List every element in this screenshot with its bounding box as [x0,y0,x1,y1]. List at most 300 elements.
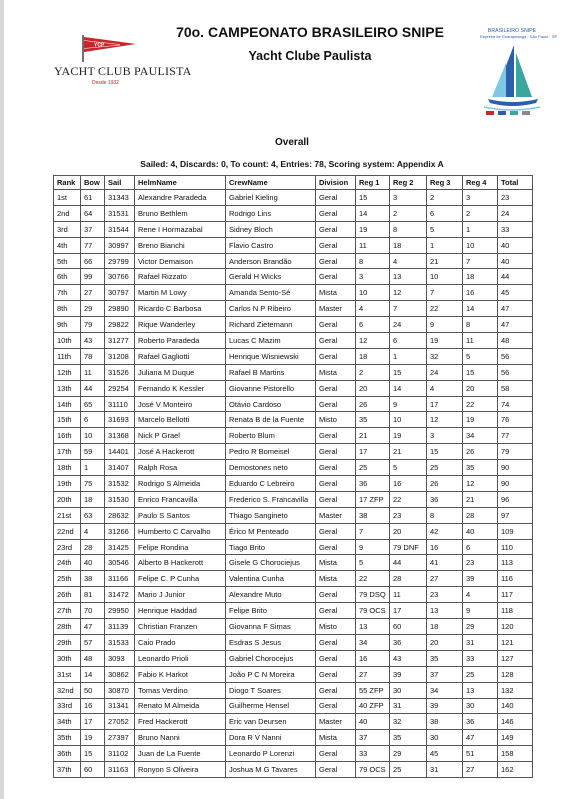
helm-name-cell: Breno Bianchi [135,237,226,253]
bow-cell: 70 [81,603,105,619]
sails-emblem-icon [480,39,544,117]
helm-name-cell: Marcelo Bellotti [135,412,226,428]
reg4-cell: 39 [463,571,498,587]
table-row [54,253,533,269]
column-header-reg2: Reg 2 [390,176,427,190]
reg2-cell: 31 [390,698,427,714]
helm-name-cell: Bruno Nanni [135,730,226,746]
reg3-cell: 5 [427,221,463,237]
total-cell: 90 [498,476,533,492]
crew-name-cell: Anderson Brandão [226,253,316,269]
reg4-cell: 18 [463,269,498,285]
sail-cell: 29890 [105,301,135,317]
table-row [54,412,533,428]
total-cell: 58 [498,380,533,396]
crew-name-cell: Renata B de la Fuente [226,412,316,428]
reg3-cell: 31 [427,762,463,778]
division-cell: Geral [316,746,356,762]
reg1-cell: 79 OCS [356,603,390,619]
table-row [54,269,533,285]
reg1-cell: 79 DSQ [356,587,390,603]
reg2-cell: 12 [390,285,427,301]
total-cell: 121 [498,634,533,650]
sail-cell: 31343 [105,190,135,206]
sail-cell: 31139 [105,619,135,635]
reg1-cell: 13 [356,619,390,635]
reg4-cell: 27 [463,762,498,778]
crew-name-cell: Tiago Brito [226,539,316,555]
reg1-cell: 38 [356,507,390,523]
sail-cell: 31530 [105,491,135,507]
division-cell: Master [316,714,356,730]
division-cell: Geral [316,460,356,476]
crew-name-cell: Carlos N P Ribeiro [226,301,316,317]
reg3-cell: 36 [427,491,463,507]
reg2-cell: 35 [390,730,427,746]
reg2-cell: 20 [390,523,427,539]
reg4-cell: 34 [463,428,498,444]
sail-cell: 30766 [105,269,135,285]
division-cell: Geral [316,237,356,253]
reg2-cell: 17 [390,603,427,619]
division-cell: Geral [316,205,356,221]
reg4-cell: 35 [463,460,498,476]
bow-cell: 37 [81,221,105,237]
sail-cell: 29950 [105,603,135,619]
reg3-cell: 15 [427,444,463,460]
rank-cell: 24th [54,555,81,571]
reg2-cell: 7 [390,301,427,317]
host-club: Yacht Clube Paulista [248,49,372,63]
sail-cell: 29822 [105,317,135,333]
division-cell: Mista [316,285,356,301]
reg2-cell: 9 [390,396,427,412]
results-table-header [54,176,533,190]
table-row [54,460,533,476]
division-cell: Master [316,507,356,523]
brasileiro-snipe-logo [480,28,558,118]
rank-cell: 31st [54,666,81,682]
division-cell: Geral [316,762,356,778]
reg4-cell: 26 [463,444,498,460]
reg1-cell: 20 [356,380,390,396]
bow-cell: 11 [81,364,105,380]
helm-name-cell: Rique Wanderley [135,317,226,333]
reg2-cell: 22 [390,491,427,507]
sail-cell: 31110 [105,396,135,412]
sail-cell: 31532 [105,476,135,492]
sail-cell: 30546 [105,555,135,571]
club-logo-name: YACHT CLUB PAULISTA [54,64,192,78]
reg3-cell: 42 [427,523,463,539]
bow-cell: 27 [81,285,105,301]
sail-cell: 31544 [105,221,135,237]
rank-cell: 35th [54,730,81,746]
bow-cell: 61 [81,190,105,206]
reg1-cell: 11 [356,237,390,253]
total-cell: 120 [498,619,533,635]
division-cell: Master [316,301,356,317]
bow-cell: 44 [81,380,105,396]
reg2-cell: 36 [390,634,427,650]
reg3-cell: 12 [427,412,463,428]
reg4-cell: 11 [463,333,498,349]
division-cell: Geral [316,523,356,539]
table-row [54,730,533,746]
helm-name-cell: Ronyon S Oliveira [135,762,226,778]
reg3-cell: 2 [427,190,463,206]
reg2-cell: 30 [390,682,427,698]
table-row [54,396,533,412]
helm-name-cell: Humberto C Carvalho [135,523,226,539]
reg1-cell: 4 [356,301,390,317]
bow-cell: 60 [81,762,105,778]
reg4-cell: 20 [463,380,498,396]
helm-name-cell: Christian Franzen [135,619,226,635]
crew-name-cell: Flavio Castro [226,237,316,253]
helm-name-cell: José V Monteiro [135,396,226,412]
crew-name-cell: Lucas C Mazim [226,333,316,349]
table-row [54,380,533,396]
total-cell: 113 [498,555,533,571]
bow-cell: 1 [81,460,105,476]
sail-cell: 31341 [105,698,135,714]
crew-name-cell: Otávio Cardoso [226,396,316,412]
reg1-cell: 19 [356,221,390,237]
division-cell: Geral [316,221,356,237]
reg4-cell: 12 [463,476,498,492]
reg2-cell: 25 [390,762,427,778]
division-cell: Geral [316,698,356,714]
helm-name-cell: Tomas Verdino [135,682,226,698]
reg4-cell: 8 [463,317,498,333]
bow-cell: 17 [81,714,105,730]
bow-cell: 63 [81,507,105,523]
crew-name-cell: Eduardo C Lebreiro [226,476,316,492]
helm-name-cell: Rafael Gagliotti [135,348,226,364]
table-row [54,650,533,666]
reg4-cell: 36 [463,714,498,730]
table-row [54,444,533,460]
total-cell: 76 [498,412,533,428]
bow-cell: 79 [81,317,105,333]
reg1-cell: 55 ZFP [356,682,390,698]
total-cell: 24 [498,205,533,221]
reg1-cell: 34 [356,634,390,650]
results-table-body [54,190,533,778]
reg3-cell: 3 [427,428,463,444]
sail-cell: 30997 [105,237,135,253]
reg4-cell: 23 [463,555,498,571]
helm-name-cell: Paulo S Santos [135,507,226,523]
results-table [53,175,533,778]
rank-cell: 20th [54,491,81,507]
table-row [54,491,533,507]
helm-name-cell: Roberto Paradeda [135,333,226,349]
bow-cell: 6 [81,412,105,428]
total-cell: 146 [498,714,533,730]
rank-cell: 30th [54,650,81,666]
reg4-cell: 30 [463,698,498,714]
reg2-cell: 16 [390,476,427,492]
crew-name-cell: Thiago Sangineto [226,507,316,523]
reg1-cell: 16 [356,650,390,666]
bow-cell: 4 [81,523,105,539]
reg2-cell: 21 [390,444,427,460]
table-row [54,348,533,364]
total-cell: 158 [498,746,533,762]
reg1-cell: 14 [356,205,390,221]
rank-cell: 9th [54,317,81,333]
rank-cell: 19th [54,476,81,492]
total-cell: 140 [498,698,533,714]
rank-cell: 7th [54,285,81,301]
division-cell: Mista [316,364,356,380]
helm-name-cell: Juliana M Duque [135,364,226,380]
reg2-cell: 39 [390,666,427,682]
rank-cell: 37th [54,762,81,778]
table-row [54,364,533,380]
table-row [54,587,533,603]
column-header-crew-name: CrewName [226,176,316,190]
reg4-cell: 15 [463,364,498,380]
reg3-cell: 18 [427,619,463,635]
reg3-cell: 16 [427,539,463,555]
reg3-cell: 38 [427,714,463,730]
total-cell: 56 [498,364,533,380]
crew-name-cell: Giovanna F Simas [226,619,316,635]
reg4-cell: 47 [463,730,498,746]
total-cell: 33 [498,221,533,237]
reg2-cell: 24 [390,317,427,333]
reg1-cell: 36 [356,476,390,492]
reg1-cell: 8 [356,253,390,269]
total-cell: 74 [498,396,533,412]
helm-name-cell: Ralph Rosa [135,460,226,476]
reg2-cell: 15 [390,364,427,380]
division-cell: Mista [316,730,356,746]
reg2-cell: 29 [390,746,427,762]
total-cell: 47 [498,317,533,333]
crew-name-cell: Valentina Cunha [226,571,316,587]
reg1-cell: 79 OCS [356,762,390,778]
rank-cell: 5th [54,253,81,269]
bow-cell: 38 [81,571,105,587]
helm-name-cell: Leonardo Prioli [135,650,226,666]
reg4-cell: 21 [463,491,498,507]
reg4-cell: 2 [463,205,498,221]
reg3-cell: 13 [427,603,463,619]
reg2-cell: 3 [390,190,427,206]
reg2-cell: 8 [390,221,427,237]
bow-cell: 43 [81,333,105,349]
reg2-cell: 32 [390,714,427,730]
reg3-cell: 27 [427,571,463,587]
table-row [54,285,533,301]
table-row [54,682,533,698]
total-cell: 40 [498,237,533,253]
rank-cell: 4th [54,237,81,253]
reg1-cell: 18 [356,348,390,364]
column-header-rank: Rank [54,176,81,190]
column-header-reg1: Reg 1 [356,176,390,190]
reg2-cell: 10 [390,412,427,428]
reg4-cell: 4 [463,587,498,603]
reg1-cell: 15 [356,190,390,206]
reg1-cell: 7 [356,523,390,539]
division-cell: Geral [316,634,356,650]
reg1-cell: 40 ZFP [356,698,390,714]
reg3-cell: 34 [427,682,463,698]
page-edge-bar [0,0,4,799]
bow-cell: 48 [81,650,105,666]
helm-name-cell: Henrique Haddad [135,603,226,619]
reg4-cell: 29 [463,619,498,635]
crew-name-cell: Demostones neto [226,460,316,476]
rank-cell: 18th [54,460,81,476]
helm-name-cell: Juan de La Fuente [135,746,226,762]
helm-name-cell: Fabio K Harkot [135,666,226,682]
helm-name-cell: Fernando K Kessler [135,380,226,396]
bow-cell: 78 [81,348,105,364]
reg4-cell: 13 [463,682,498,698]
reg4-cell: 5 [463,348,498,364]
sail-cell: 31266 [105,523,135,539]
crew-name-cell: Felipe Brito [226,603,316,619]
crew-name-cell: Guilherme Hensel [226,698,316,714]
division-cell: Geral [316,396,356,412]
table-row [54,666,533,682]
reg4-cell: 6 [463,539,498,555]
rank-cell: 10th [54,333,81,349]
division-cell: Geral [316,269,356,285]
division-cell: Geral [316,428,356,444]
reg2-cell: 4 [390,253,427,269]
helm-name-cell: Felipe C. P Cunha [135,571,226,587]
rank-cell: 1st [54,190,81,206]
reg3-cell: 10 [427,269,463,285]
reg1-cell: 35 [356,412,390,428]
rank-cell: 26th [54,587,81,603]
table-row [54,317,533,333]
helm-name-cell: José A Hackerott [135,444,226,460]
helm-name-cell: Victor Demaison [135,253,226,269]
reg2-cell: 23 [390,507,427,523]
total-cell: 23 [498,190,533,206]
sail-cell: 31526 [105,364,135,380]
table-row [54,762,533,778]
reg3-cell: 6 [427,205,463,221]
rank-cell: 2nd [54,205,81,221]
total-cell: 116 [498,571,533,587]
bow-cell: 18 [81,491,105,507]
reg2-cell: 5 [390,460,427,476]
total-cell: 96 [498,491,533,507]
rank-cell: 17th [54,444,81,460]
reg3-cell: 25 [427,460,463,476]
helm-name-cell: Felipe Rondina [135,539,226,555]
reg1-cell: 22 [356,571,390,587]
reg1-cell: 2 [356,364,390,380]
table-row [54,714,533,730]
helm-name-cell: Martin M Lowy [135,285,226,301]
rank-cell: 36th [54,746,81,762]
total-cell: 117 [498,587,533,603]
reg4-cell: 1 [463,221,498,237]
helm-name-cell: Caio Prado [135,634,226,650]
rank-cell: 3rd [54,221,81,237]
reg2-cell: 28 [390,571,427,587]
total-cell: 45 [498,285,533,301]
total-cell: 44 [498,269,533,285]
helm-name-cell: Nick P Grael [135,428,226,444]
crew-name-cell: Eric van Deursen [226,714,316,730]
bow-cell: 50 [81,682,105,698]
sail-cell: 31533 [105,634,135,650]
reg3-cell: 4 [427,380,463,396]
bow-cell: 75 [81,476,105,492]
bow-cell: 40 [81,555,105,571]
reg3-cell: 19 [427,333,463,349]
table-row [54,428,533,444]
division-cell: Geral [316,587,356,603]
helm-name-cell: Rene I Hormazabal [135,221,226,237]
column-header-helm-name: HelmName [135,176,226,190]
division-cell: Geral [316,190,356,206]
total-cell: 132 [498,682,533,698]
rank-cell: 22nd [54,523,81,539]
crew-name-cell: Giovanne Pistorello [226,380,316,396]
reg4-cell: 40 [463,523,498,539]
reg2-cell: 1 [390,348,427,364]
division-cell: Geral [316,380,356,396]
reg3-cell: 26 [427,476,463,492]
total-cell: 128 [498,666,533,682]
reg3-cell: 22 [427,301,463,317]
crew-name-cell: Érico M Penteado [226,523,316,539]
crew-name-cell: Gerald H Wicks [226,269,316,285]
crew-name-cell: Frederico S. Francavilla [226,491,316,507]
table-row [54,634,533,650]
table-row [54,333,533,349]
reg1-cell: 27 [356,666,390,682]
table-row [54,507,533,523]
division-cell: Geral [316,333,356,349]
sail-cell: 31472 [105,587,135,603]
reg4-cell: 19 [463,412,498,428]
reg3-cell: 41 [427,555,463,571]
bow-cell: 14 [81,666,105,682]
helm-name-cell: Ricardo C Barbosa [135,301,226,317]
bow-cell: 77 [81,237,105,253]
crew-name-cell: Rafael B Martins [226,364,316,380]
division-cell: Geral [316,348,356,364]
sail-cell: 14401 [105,444,135,460]
total-cell: 47 [498,301,533,317]
sail-cell: 31368 [105,428,135,444]
reg3-cell: 20 [427,634,463,650]
reg3-cell: 21 [427,253,463,269]
table-row [54,523,533,539]
sail-cell: 31163 [105,762,135,778]
sail-cell: 27397 [105,730,135,746]
crew-name-cell: Henrique Wisniewski [226,348,316,364]
column-header-sail: Sail [105,176,135,190]
helm-name-cell: Rodrigo S Almeida [135,476,226,492]
reg1-cell: 6 [356,317,390,333]
reg1-cell: 26 [356,396,390,412]
reg2-cell: 11 [390,587,427,603]
